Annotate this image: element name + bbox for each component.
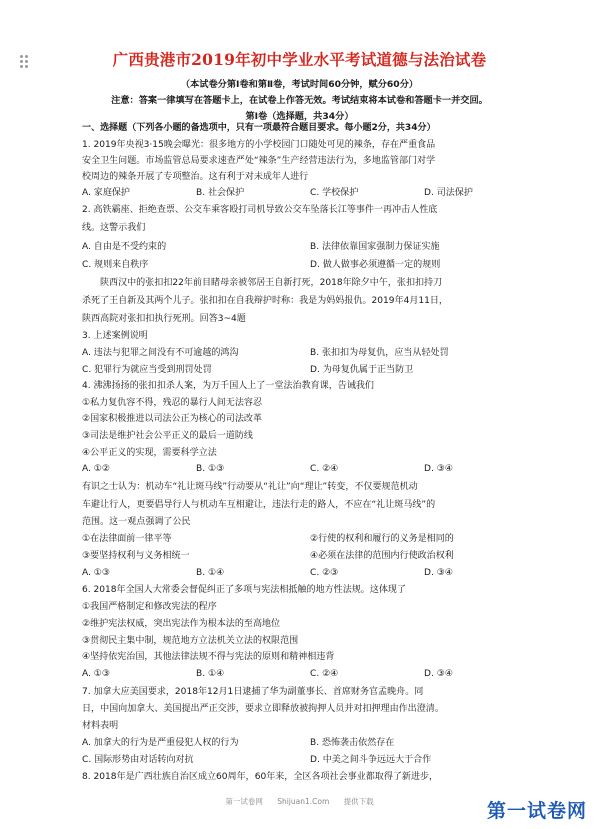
question-5-stem: 有识之士认为：机动车“礼让斑马线”行动要从“礼让”向“理让”转变，不仅要规范机动 — [82, 482, 418, 492]
q6-statement: ④坚持依宪治国，其他法律法规不得与宪法的原则和精神相违背 — [82, 652, 335, 662]
q7-option-c: C. 国际形势由对话转向对抗 — [82, 755, 194, 765]
q6-statement: ②维护宪法权威，突出宪法作为根本法的至高地位 — [82, 619, 281, 629]
q1-option-b: B. 社会保护 — [196, 188, 245, 198]
q3-option-c: C. 犯罪行为就应当受到刑罚处罚 — [82, 365, 212, 375]
question-5-stem: 车避让行人，更要倡导行人与机动车互相避让，违法行走的路人，不应在“礼让斑马线”的 — [82, 500, 436, 510]
q4-statement: ③司法是维护社会公平正义的最后一道防线 — [82, 431, 253, 441]
question-7-stem: 材料表明 — [82, 721, 119, 731]
q1-option-d: D. 司法保护 — [424, 188, 473, 198]
question-4-stem: 4. 沸沸扬扬的张扣扣杀人案，为万千国人上了一堂法治教育课，告诫我们 — [82, 381, 374, 391]
q4-statement: ①私力复仇容不得，残忍的暴行人间无法容忍 — [82, 398, 262, 408]
notice: 注意：答案一律填写在答题卡上，在试卷上作答无效。考试结束将本试卷和答题卡一并交回。 — [111, 95, 488, 106]
question-7-stem: 日，中国向加拿大、美国提出严正交涉，要求立即释放被拘押人员并对扣押理由作出澄清。 — [82, 704, 444, 714]
q4-option-d: D. ③④ — [424, 464, 453, 474]
q4-option-c: C. ②④ — [310, 464, 339, 474]
question-8-stem: 8. 2018年是广西壮族自治区成立60周年，60年来，全区各项社会事业都取得了新进步， — [82, 772, 439, 782]
q5-option-a: A. ①③ — [82, 568, 111, 578]
question-6-stem: 6. 2018年全国人大常委会督促纠正了多项与宪法相抵触的地方性法规。这体现了 — [82, 585, 407, 595]
q3-option-a: A. 违法与犯罪之间没有不可逾越的鸿沟 — [82, 348, 239, 358]
q6-option-b: B. ①④ — [196, 669, 225, 679]
q7-option-b: B. 恐怖袭击依然存在 — [310, 738, 395, 748]
q7-option-a: A. 加拿大的行为是严重侵犯人权的行为 — [82, 738, 239, 748]
q4-statement: ②国家积极推进以司法公正为核心的司法改革 — [82, 414, 262, 424]
document-title: 广西贵港市2019年初中学业水平考试道德与法治试卷 — [112, 50, 487, 69]
q5-statement: ④必须在法律的范围内行使政治权利 — [310, 551, 454, 561]
q2-option-c: C. 规则来自秩序 — [82, 260, 149, 270]
question-2-stem: 2. 高铁霸座、拒绝查票、公交车乘客殴打司机导致公交车坠落长江等事件一再冲击人性底 — [82, 205, 438, 215]
question-2-stem: 线。这警示我们 — [82, 223, 146, 233]
page-footer: 第一试卷网 Shijuan1.Com 提供下载 — [225, 797, 374, 806]
material-text: 陕西高院对张扣扣执行死刑。回答3~4题 — [82, 314, 246, 324]
question-3-stem: 3. 上述案例说明 — [82, 331, 148, 341]
section-heading: 一、选择题（下列各小题的备选项中，只有一项最符合题目要求。每小题2分，共34分） — [82, 123, 436, 133]
q7-option-d: D. 中美之间斗争远远大于合作 — [310, 755, 432, 765]
material-text: 陕西汉中的张扣扣22年前目睹母亲被邻居王自新打死，2018年除夕中午，张扣扣持刀 — [100, 278, 443, 288]
q4-option-b: B. ①③ — [196, 464, 225, 474]
q1-option-c: C. 学校保护 — [310, 188, 359, 198]
q3-option-d: D. 为母复仇属于正当防卫 — [310, 365, 414, 375]
question-5-stem: 范围。这一观点强调了公民 — [82, 517, 191, 527]
q5-option-b: B. ①④ — [196, 568, 225, 578]
q5-option-c: C. ②③ — [310, 568, 339, 578]
q5-statement: ①在法律面前一律平等 — [82, 534, 172, 544]
question-1-stem: 安全卫生问题。市场监管总局要求速查严处“辣条”生产经营违法行为，多地监管部门对学 — [82, 156, 436, 166]
part-heading: 第Ⅰ卷（选择题，共34分） — [245, 111, 354, 122]
q3-option-b: B. 张扣扣为母复仇，应当从轻处罚 — [310, 348, 449, 358]
q2-option-b: B. 法律依靠国家强制力保证实施 — [310, 242, 440, 252]
q6-statement: ③贯彻民主集中制，规范地方立法机关立法的权限范围 — [82, 636, 299, 646]
question-1-stem: 校周边的辣条开展了专项整治。这有利于对未成年人进行 — [82, 172, 309, 182]
question-1-stem: 1. 2019年央视3·15晚会曝光：很多地方的小学校园门口随处可见的辣条，存在严重食品 — [82, 140, 436, 150]
watermark-logo: 第一试卷网 — [486, 800, 587, 822]
q6-statement: ①我国严格制定和修改宪法的程序 — [82, 602, 217, 612]
q5-statement: ②行使的权利和履行的义务是相同的 — [310, 534, 454, 544]
material-text: 杀死了王自新及其两个儿子。张扣扣在自我辩护时称：我是为妈妈报仇。2019年4月11日， — [82, 296, 448, 306]
q2-option-d: D. 做人做事必须遵循一定的规则 — [310, 260, 441, 270]
q6-option-a: A. ①③ — [82, 669, 111, 679]
q4-option-a: A. ①② — [82, 464, 111, 474]
q6-option-c: C. ②④ — [310, 669, 339, 679]
q2-option-a: A. 自由是不受约束的 — [82, 242, 167, 252]
q5-option-d: D. ③④ — [424, 568, 453, 578]
q1-option-a: A. 家庭保护 — [82, 188, 130, 198]
q4-statement: ④公平正义的实现，需要科学立法 — [82, 448, 217, 458]
q6-option-d: D. ③④ — [424, 669, 453, 679]
question-7-stem: 7. 加拿大应美国要求，2018年12月1日逮捕了华为副董事长、首席财务官孟晚舟。同 — [82, 687, 424, 697]
exam-info: （本试卷分第Ⅰ卷和第Ⅱ卷，考试时间60分钟，赋分60分） — [180, 79, 419, 90]
q5-statement: ③要坚持权利与义务相统一 — [82, 551, 190, 561]
